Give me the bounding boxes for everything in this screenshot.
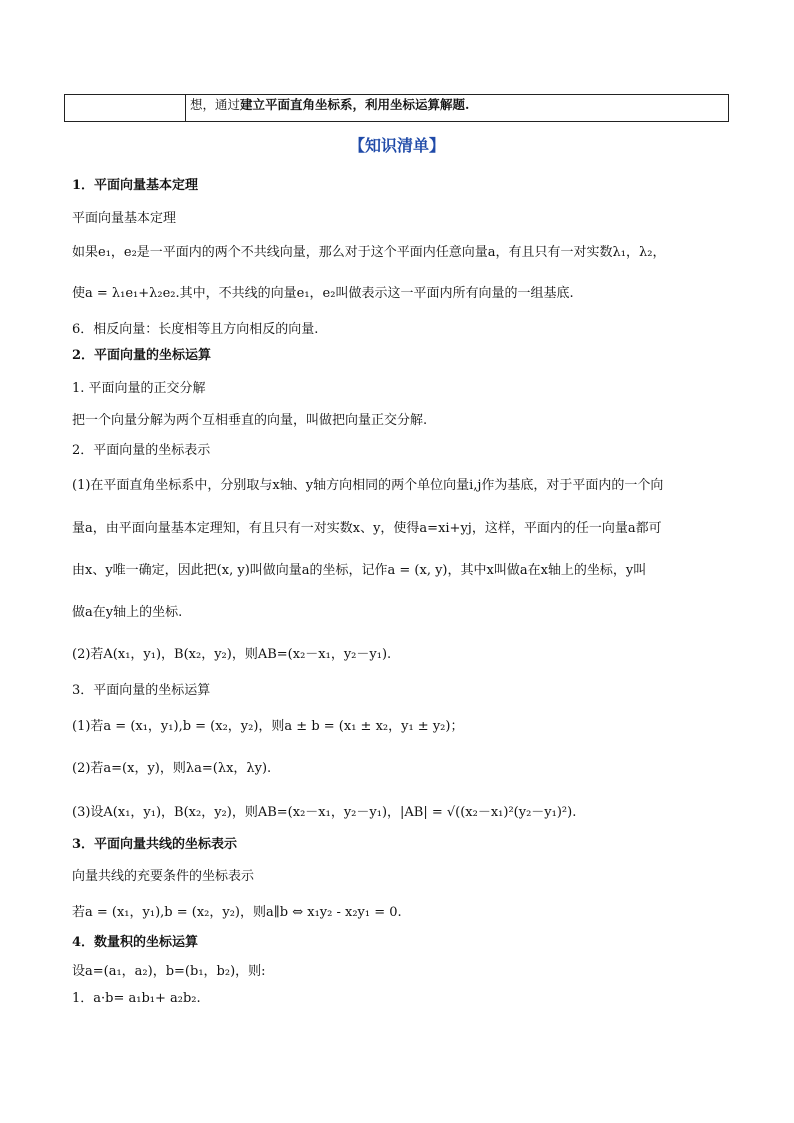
paragraph-2-5: 做a在y轴上的坐标. [72,605,183,620]
heading-4: 4．数量积的坐标运算 [72,935,199,950]
heading-3: 3．平面向量共线的坐标表示 [72,837,238,852]
paragraph-2-8: (2)若a=(x，y)，则λa=(λx，λy). [72,761,272,776]
table-text-plain: 想，通过 [190,97,241,112]
heading-2: 2．平面向量的坐标运算 [72,348,212,363]
paragraph-2-2: (1)在平面直角坐标系中，分别取与x轴、y轴方向相同的两个单位向量i,j作为基底，对于平面内的一个向 [72,478,664,493]
section-title: 【知识清单】 [348,136,445,155]
paragraph-1-1: 如果e₁，e₂是一平面内的两个不共线向量，那么对于这个平面内任意向量a，有且只有一对实数λ₁，λ₂， [72,245,666,260]
paragraph-1-2: 使a = λ₁e₁+λ₂e₂.其中，不共线的向量e₁，e₂叫做表示这一平面内所有向量的一组基底. [72,286,574,301]
paragraph-2-9: (3)设A(x₁，y₁)，B(x₂，y₂)，则AB=(x₂－x₁，y₂－y₁)，|AB| = √((x₂－x₁)²(y₂－y₁)²). [72,805,577,820]
subheading-2-3: 3．平面向量的坐标运算 [72,683,211,698]
paragraph-4-1: 设a=(a₁，a₂)，b=(b₁，b₂)，则: [72,964,266,979]
subheading-1: 平面向量基本定理 [72,211,177,226]
table-cell-text [186,95,728,121]
paragraph-1-3: 6．相反向量：长度相等且方向相反的向量. [72,322,319,337]
paragraph-2-1: 把一个向量分解为两个互相垂直的向量，叫做把向量正交分解. [72,413,428,428]
paragraph-2-4: 由x、y唯一确定，因此把(x, y)叫做向量a的坐标，记作a = (x, y)，其中x叫做a在x轴上的坐标，y叫 [72,563,647,578]
subheading-2-1: 1. 平面向量的正交分解 [72,381,206,396]
paragraph-3-1: 若a = (x₁，y₁),b = (x₂，y₂)，则a∥b ⇔ x₁y₂ - x₂y₁ = 0. [72,905,402,920]
paragraph-2-6: (2)若A(x₁，y₁)，B(x₂，y₂)，则AB=(x₂－x₁，y₂－y₁). [72,647,392,662]
subheading-3: 向量共线的充要条件的坐标表示 [72,869,255,884]
table-text-bold: 建立平面直角坐标系，利用坐标运算解题. [240,97,470,112]
subheading-2-2: 2．平面向量的坐标表示 [72,443,211,458]
paragraph-2-7: (1)若a = (x₁，y₁),b = (x₂，y₂)，则a ± b = (x₁ ± x₂，y₁ ± y₂)； [72,719,464,734]
heading-1: 1．平面向量基本定理 [72,178,199,193]
table-cell-empty [65,95,186,121]
paragraph-2-3: 量a，由平面向量基本定理知，有且只有一对实数x、y，使得a=xi+yj，这样，平面内的任一向量a都可 [72,521,662,536]
table-row [64,94,729,122]
paragraph-4-2: 1．a·b= a₁b₁+ a₂b₂. [72,991,201,1006]
